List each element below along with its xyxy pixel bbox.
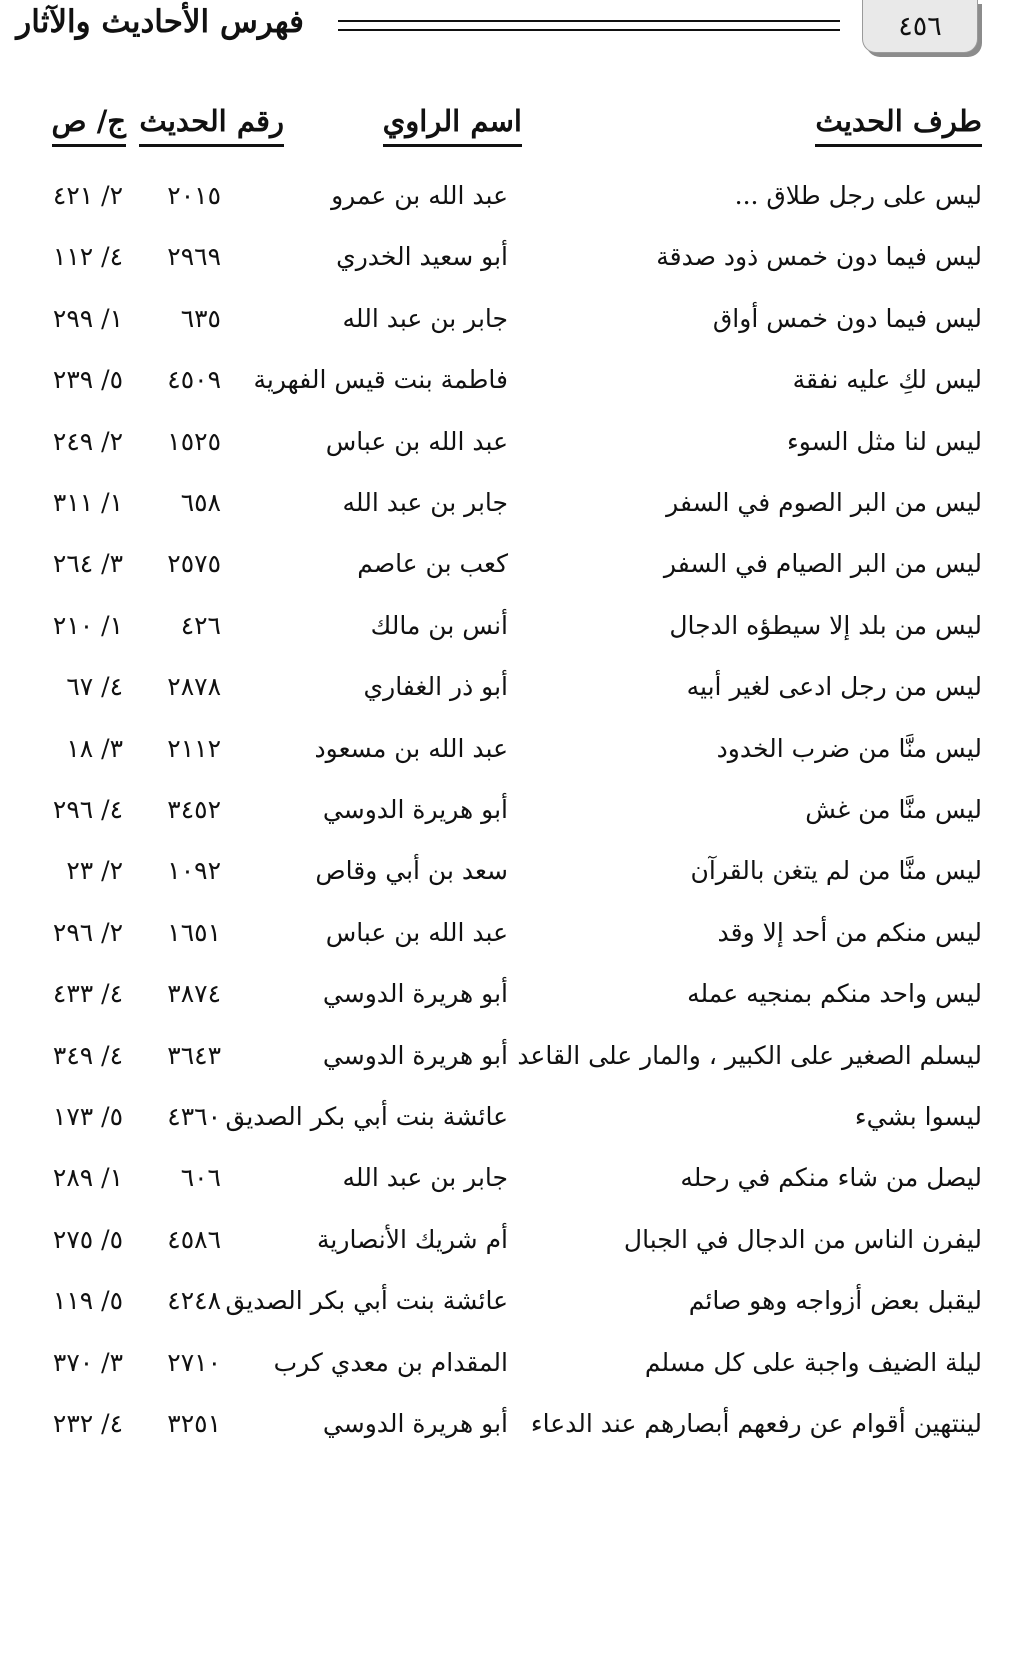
hadith-number-cell: ١٦٥١ <box>167 917 221 947</box>
hadith-number-cell: ٢٨٧٨ <box>167 672 221 702</box>
volume-page-cell: ٣/ ١٨ <box>66 733 123 763</box>
table-row <box>0 667 1010 707</box>
volume-page-cell: ٢/ ٢٤٩ <box>52 426 123 456</box>
narrator-cell: كعب بن عاصم <box>357 549 508 579</box>
hadith-number-cell: ٤٥٠٩ <box>167 365 221 395</box>
narrator-cell: أبو هريرة الدوسي <box>322 795 508 824</box>
volume-page-cell: ٢/ ٤٢١ <box>52 181 123 210</box>
table-row <box>0 237 1010 277</box>
hadith-number-cell: ١٥٢٥ <box>167 426 221 456</box>
narrator-cell: عائشة بنت أبي بكر الصديق <box>225 1286 508 1316</box>
page-number-badge <box>862 0 978 53</box>
table-row <box>0 913 1010 953</box>
hadith-number-cell: ٣٦٤٣ <box>167 1040 221 1070</box>
hadith-extract-cell: ليس منَّا من لم يتغن بالقرآن <box>690 856 982 886</box>
table-row <box>0 1036 1010 1076</box>
table-row <box>0 1097 1010 1137</box>
volume-page-cell: ٥/ ١٧٣ <box>52 1102 123 1131</box>
column-header-narrator: اسم الراوي <box>383 104 522 147</box>
hadith-number-cell: ٢٥٧٥ <box>167 549 221 579</box>
hadith-extract-cell: ليس من البر الصيام في السفر <box>663 549 982 579</box>
hadith-extract-cell: ليس منَّا من غش <box>805 795 982 824</box>
narrator-cell: أبو سعيد الخدري <box>336 242 508 272</box>
column-header-hadith-extract: طرف الحديث <box>815 104 982 147</box>
narrator-cell: أم شريك الأنصارية <box>317 1224 508 1254</box>
table-row <box>0 1220 1010 1260</box>
hadith-extract-cell: ليسوا بشيء <box>854 1102 982 1131</box>
volume-page-cell: ١/ ٢٩٩ <box>52 303 123 333</box>
hadith-number-cell: ١٠٩٢ <box>167 856 221 886</box>
narrator-cell: أبو هريرة الدوسي <box>322 1409 508 1438</box>
volume-page-cell: ٤/ ٢٩٦ <box>52 795 123 824</box>
table-row <box>0 483 1010 523</box>
table-row <box>0 544 1010 584</box>
volume-page-cell: ٤/ ٢٣٢ <box>52 1409 123 1438</box>
hadith-extract-cell: ليقبل بعض أزواجه وهو صائم <box>688 1286 982 1316</box>
volume-page-cell: ٤/ ٦٧ <box>66 672 123 702</box>
header-rule-bottom <box>338 29 840 31</box>
page-number: ٤٥٦ <box>898 10 942 42</box>
hadith-number-cell: ٢٧١٠ <box>167 1347 221 1377</box>
narrator-cell: أبو هريرة الدوسي <box>322 979 508 1009</box>
hadith-extract-cell: ليس فيما دون خمس ذود صدقة <box>656 242 982 272</box>
hadith-number-cell: ٢٩٦٩ <box>167 242 221 272</box>
hadith-number-cell: ٣٢٥١ <box>167 1409 221 1438</box>
volume-page-cell: ٤/ ٣٤٩ <box>52 1040 123 1070</box>
table-row <box>0 1281 1010 1321</box>
narrator-cell: عبد الله بن مسعود <box>314 733 508 763</box>
narrator-cell: المقدام بن معدي كرب <box>273 1347 508 1377</box>
table-row <box>0 790 1010 830</box>
volume-page-cell: ٢/ ٢٩٦ <box>52 917 123 947</box>
narrator-cell: عبد الله بن عمرو <box>331 181 508 210</box>
narrator-cell: أبو ذر الغفاري <box>363 672 508 702</box>
narrator-cell: عبد الله بن عباس <box>325 917 508 947</box>
hadith-extract-cell: ليس لكِ عليه نفقة <box>792 365 982 395</box>
table-row <box>0 606 1010 646</box>
volume-page-cell: ٣/ ٢٦٤ <box>52 549 123 579</box>
narrator-cell: أبو هريرة الدوسي <box>322 1040 508 1070</box>
hadith-extract-cell: ليس لنا مثل السوء <box>786 426 982 456</box>
hadith-extract-cell: ليس واحد منكم بمنجيه عمله <box>687 979 982 1009</box>
hadith-extract-cell: ليفرن الناس من الدجال في الجبال <box>623 1224 982 1254</box>
header-rule-top <box>338 20 840 22</box>
narrator-cell: فاطمة بنت قيس الفهرية <box>253 365 508 395</box>
table-row <box>0 851 1010 891</box>
hadith-number-cell: ٢٠١٥ <box>167 181 221 210</box>
table-row <box>0 299 1010 339</box>
column-header-hadith-number: رقم الحديث <box>139 104 284 147</box>
table-row <box>0 1404 1010 1444</box>
narrator-cell: عبد الله بن عباس <box>325 426 508 456</box>
hadith-number-cell: ٦٥٨ <box>180 488 221 517</box>
narrator-cell: جابر بن عبد الله <box>342 488 508 517</box>
narrator-cell: أنس بن مالك <box>370 610 508 640</box>
volume-page-cell: ٣/ ٣٧٠ <box>52 1347 123 1377</box>
hadith-extract-cell: ليس من البر الصوم في السفر <box>666 488 982 517</box>
hadith-extract-cell: ليس على رجل طلاق ... <box>734 181 982 210</box>
hadith-number-cell: ٦٠٦ <box>180 1163 221 1193</box>
volume-page-cell: ٥/ ٢٧٥ <box>52 1224 123 1254</box>
volume-page-cell: ١/ ٢١٠ <box>52 610 123 640</box>
table-row <box>0 422 1010 462</box>
running-title: فهرس الأحاديث والآثار <box>16 4 304 40</box>
volume-page-cell: ٥/ ١١٩ <box>52 1286 123 1316</box>
hadith-number-cell: ٤٥٨٦ <box>167 1224 221 1254</box>
table-row <box>0 176 1010 216</box>
hadith-number-cell: ٤٢٦ <box>180 610 221 640</box>
table-row <box>0 729 1010 769</box>
hadith-extract-cell: ليلة الضيف واجبة على كل مسلم <box>644 1347 982 1377</box>
table-row <box>0 360 1010 400</box>
narrator-cell: جابر بن عبد الله <box>342 303 508 333</box>
hadith-number-cell: ٣٨٧٤ <box>167 979 221 1009</box>
hadith-number-cell: ٦٣٥ <box>180 303 221 333</box>
volume-page-cell: ٤/ ٤٣٣ <box>52 979 123 1009</box>
volume-page-cell: ١/ ٣١١ <box>52 488 123 517</box>
volume-page-cell: ٥/ ٢٣٩ <box>52 365 123 395</box>
hadith-extract-cell: ليسلم الصغير على الكبير ، والمار على القاعد <box>517 1040 982 1070</box>
hadith-extract-cell: ليس منَّا من ضرب الخدود <box>716 733 982 763</box>
volume-page-cell: ٤/ ١١٢ <box>52 242 123 272</box>
hadith-extract-cell: ليس فيما دون خمس أواق <box>712 303 982 333</box>
volume-page-cell: ١/ ٢٨٩ <box>52 1163 123 1193</box>
table-row <box>0 1158 1010 1198</box>
hadith-extract-cell: ليس من رجل ادعى لغير أبيه <box>686 672 982 702</box>
volume-page-cell: ٢/ ٢٣ <box>66 856 123 886</box>
narrator-cell: سعد بن أبي وقاص <box>315 856 508 886</box>
table-row <box>0 974 1010 1014</box>
table-row <box>0 1343 1010 1383</box>
column-header-volume-page: ج/ ص <box>52 104 126 147</box>
hadith-extract-cell: ليس من بلد إلا سيطؤه الدجال <box>669 610 982 640</box>
hadith-extract-cell: ليصل من شاء منكم في رحله <box>680 1163 982 1193</box>
hadith-extract-cell: ليس منكم من أحد إلا وقد <box>717 917 982 947</box>
hadith-number-cell: ٤٣٦٠ <box>167 1102 221 1131</box>
hadith-number-cell: ٣٤٥٢ <box>167 795 221 824</box>
hadith-number-cell: ٢١١٢ <box>167 733 221 763</box>
hadith-number-cell: ٤٢٤٨ <box>167 1286 221 1316</box>
narrator-cell: عائشة بنت أبي بكر الصديق <box>225 1102 508 1131</box>
hadith-extract-cell: لينتهين أقوام عن رفعهم أبصارهم عند الدعاء <box>530 1409 982 1438</box>
narrator-cell: جابر بن عبد الله <box>342 1163 508 1193</box>
